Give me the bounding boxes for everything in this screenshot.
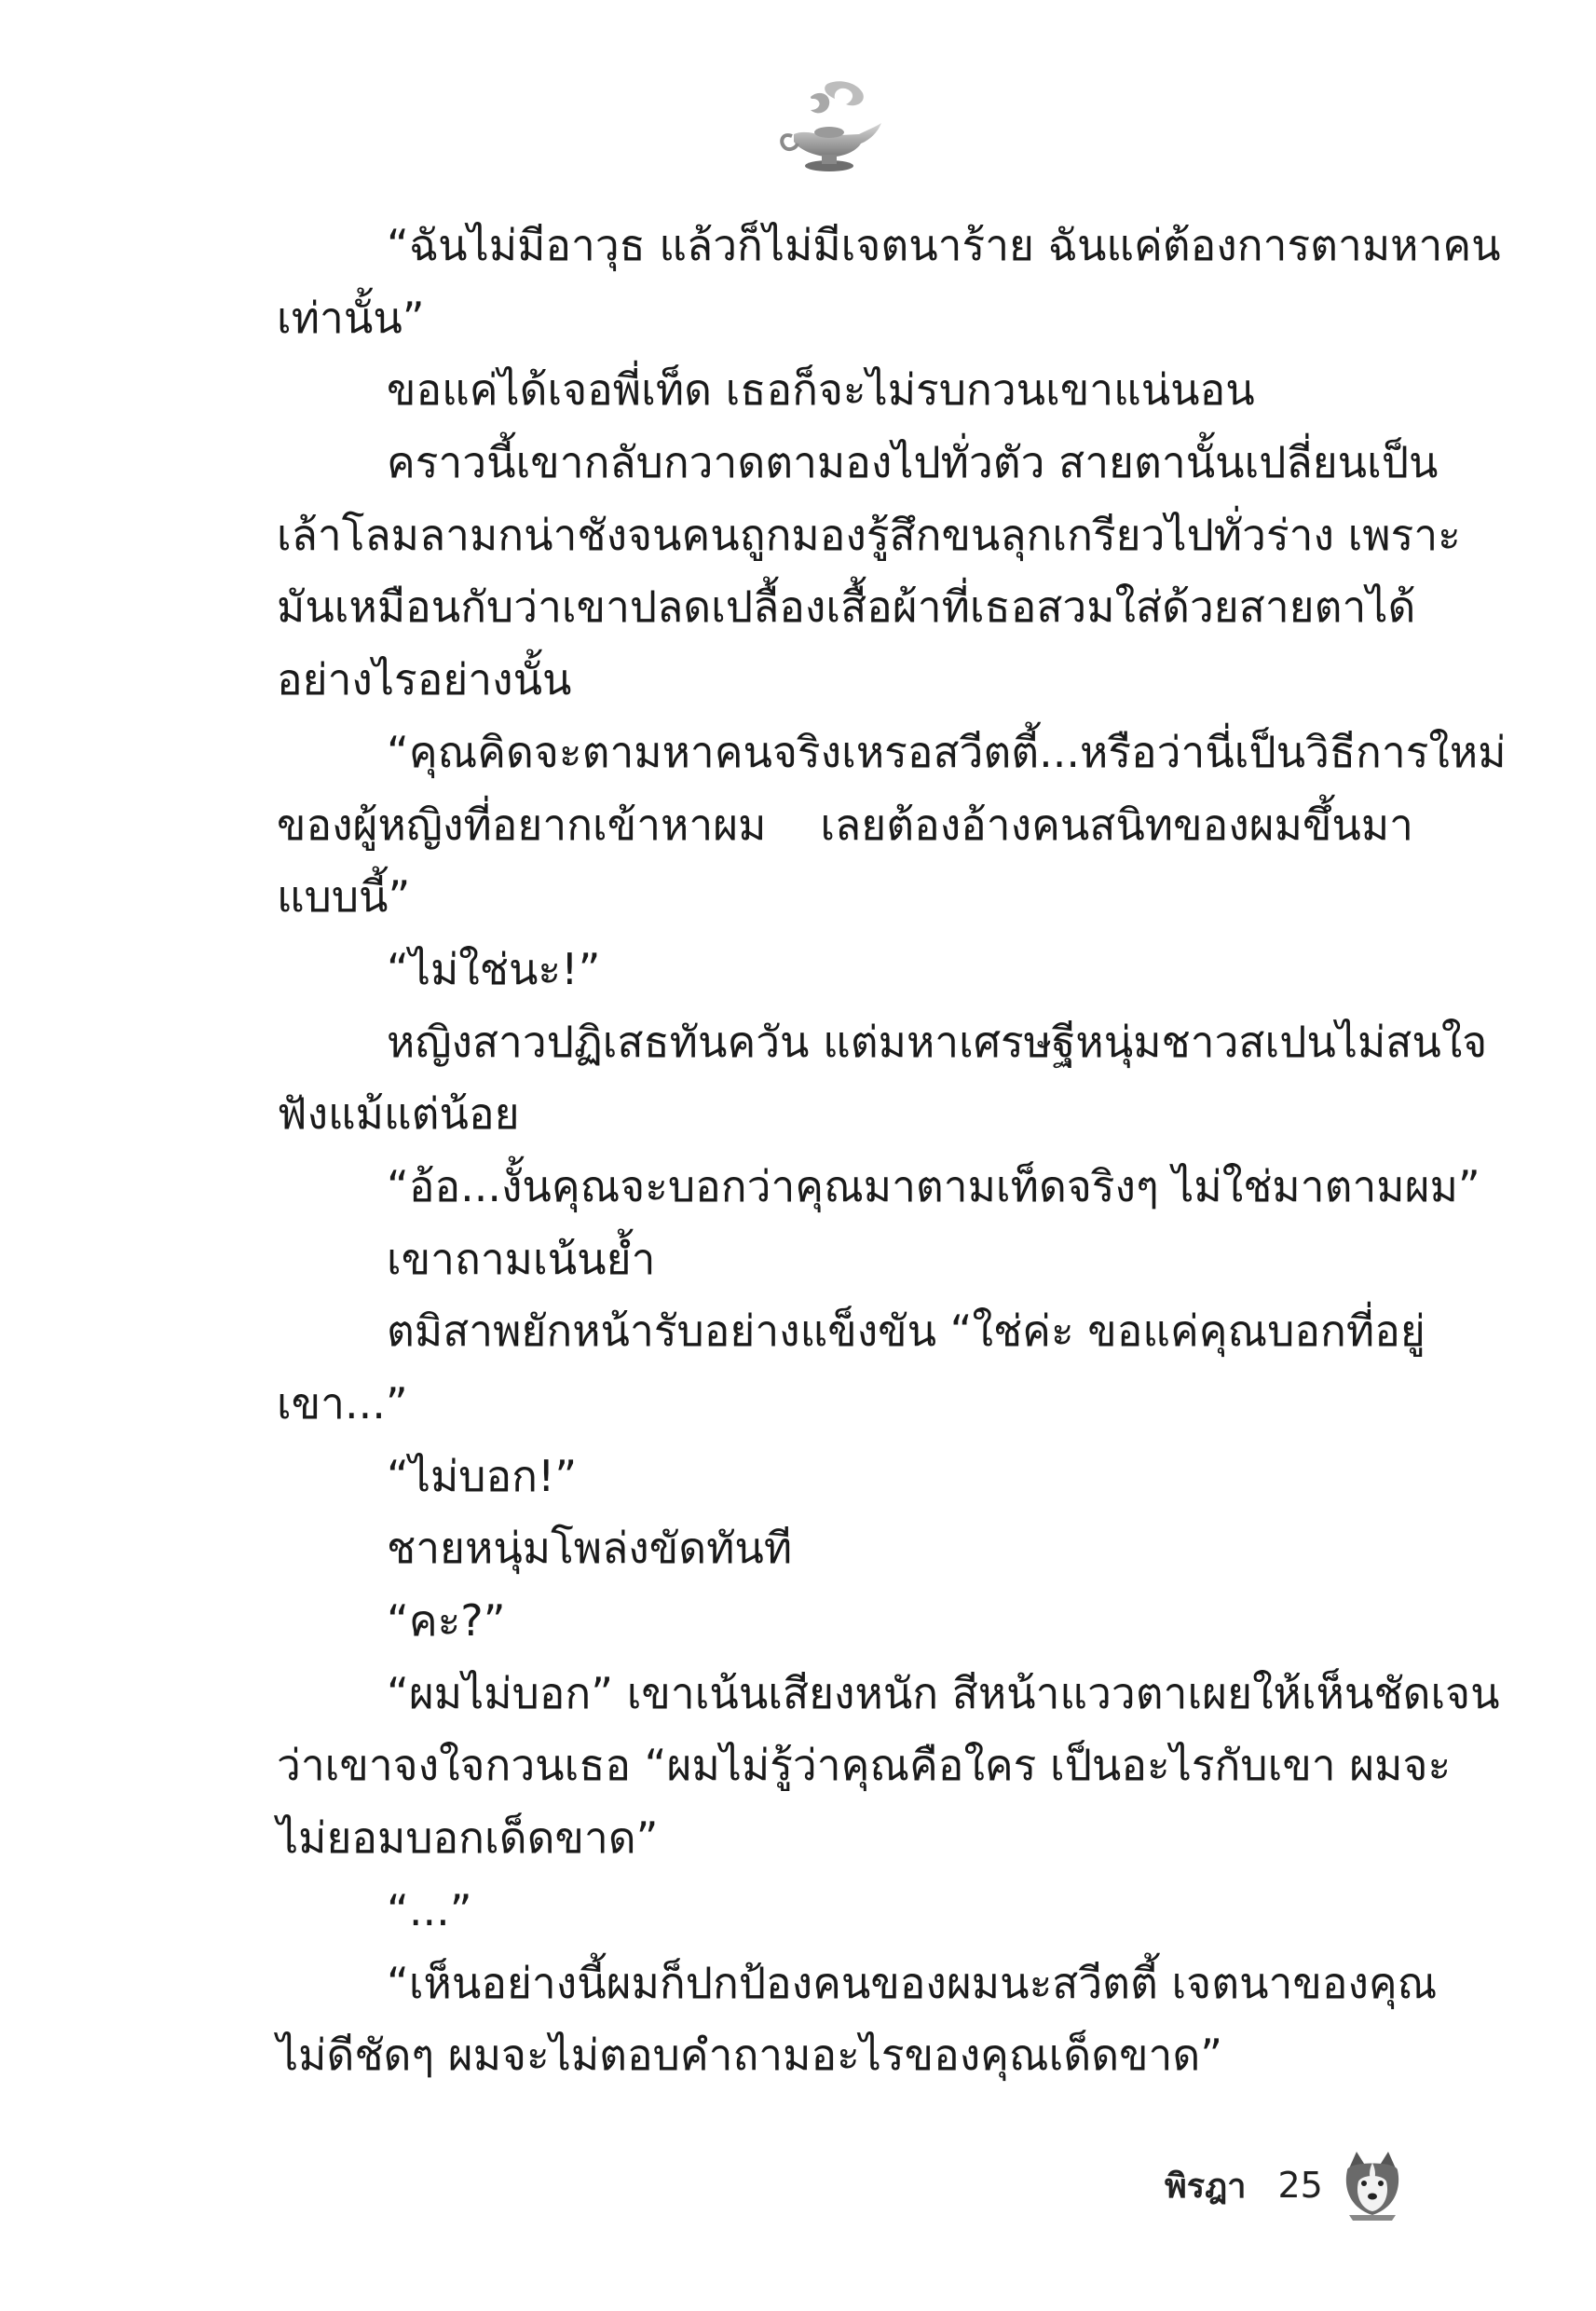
- magic-lamp-icon: [773, 76, 885, 179]
- text-line: ไม่ยอมบอกเด็ดขาด”: [277, 1812, 659, 1864]
- text-line: ตมิสาพยักหน้ารับอย่างแข็งขัน “ใช่ค่ะ ขอแค่คุณบอกที่อยู่: [387, 1306, 1425, 1357]
- text-line: ขอแค่ได้เจอพี่เท็ด เธอก็จะไม่รบกวนเขาแน่นอน: [387, 364, 1255, 416]
- text-line: เล้าโลมลามกน่าชังจนคนถูกมองรู้สึกขนลุกเกรียวไปทั่วร่าง เพราะ: [277, 509, 1461, 560]
- text-line: หญิงสาวปฏิเสธทันควัน แต่มหาเศรษฐีหนุ่มชาวสเปนไม่สนใจ: [387, 1016, 1488, 1067]
- text-line: คราวนี้เขากลับกวาดตามองไปทั่วตัว สายตานั้นเปลี่ยนเป็น: [387, 437, 1439, 488]
- husky-dog-icon: [1340, 2150, 1405, 2221]
- text-line: เขา...”: [277, 1378, 408, 1429]
- text-line: “ไม่ใช่นะ!”: [387, 943, 601, 994]
- page-footer: [1165, 2143, 1405, 2227]
- text-line: ชายหนุ่มโพล่งขัดทันที: [387, 1523, 793, 1574]
- text-line: เขาถามเน้นย้ำ: [387, 1233, 656, 1284]
- text-line: “คุณคิดจะตามหาคนจริงเหรอสวีตตี้...หรือว่านี่เป็นวิธีการใหม่: [387, 726, 1507, 777]
- text-line: “ไม่บอก!”: [387, 1450, 578, 1501]
- text-line: มันเหมือนกับว่าเขาปลดเปลื้องเสื้อผ้าที่เธอสวมใส่ด้วยสายตาได้: [277, 581, 1416, 633]
- author-name: พิรฎา: [1165, 2167, 1247, 2206]
- text-line: อย่างไรอย่างนั้น: [277, 654, 572, 705]
- text-line: ไม่ดีชัดๆ ผมจะไม่ตอบคำถามอะไรของคุณเด็ดขาด”: [277, 2030, 1223, 2081]
- text-line: “อ้อ...งั้นคุณจะบอกว่าคุณมาตามเท็ดจริงๆ ไม่ใช่มาตามผม”: [387, 1160, 1480, 1211]
- text-line: ของผู้หญิงที่อยากเข้าหาผม เลยต้องอ้างคนสนิทของผมขึ้นมา: [277, 799, 1413, 850]
- text-line: “ผมไม่บอก” เขาเน้นเสียงหนัก สีหน้าแววตาเผยให้เห็นชัดเจน: [387, 1667, 1500, 1718]
- text-line: “คะ?”: [387, 1595, 506, 1647]
- text-line: “ฉันไม่มีอาวุธ แล้วก็ไม่มีเจตนาร้าย ฉันแค่ต้องการตามหาคน: [387, 220, 1501, 270]
- body-text: [277, 210, 1507, 2092]
- text-line: แบบนี้”: [277, 871, 411, 923]
- page-number: 25: [1277, 2165, 1323, 2206]
- text-line: “เห็นอย่างนี้ผมก็ปกป้องคนของผมนะสวีตตี้ เจตนาของคุณ: [387, 1957, 1438, 2008]
- text-line: ฟังแม้แต่น้อย: [277, 1088, 520, 1140]
- text-line: “...”: [387, 1884, 472, 1935]
- text-line: เท่านั้น”: [277, 292, 425, 343]
- text-line: ว่าเขาจงใจกวนเธอ “ผมไม่รู้ว่าคุณคือใคร เป็นอะไรกับเขา ผมจะ: [277, 1740, 1452, 1791]
